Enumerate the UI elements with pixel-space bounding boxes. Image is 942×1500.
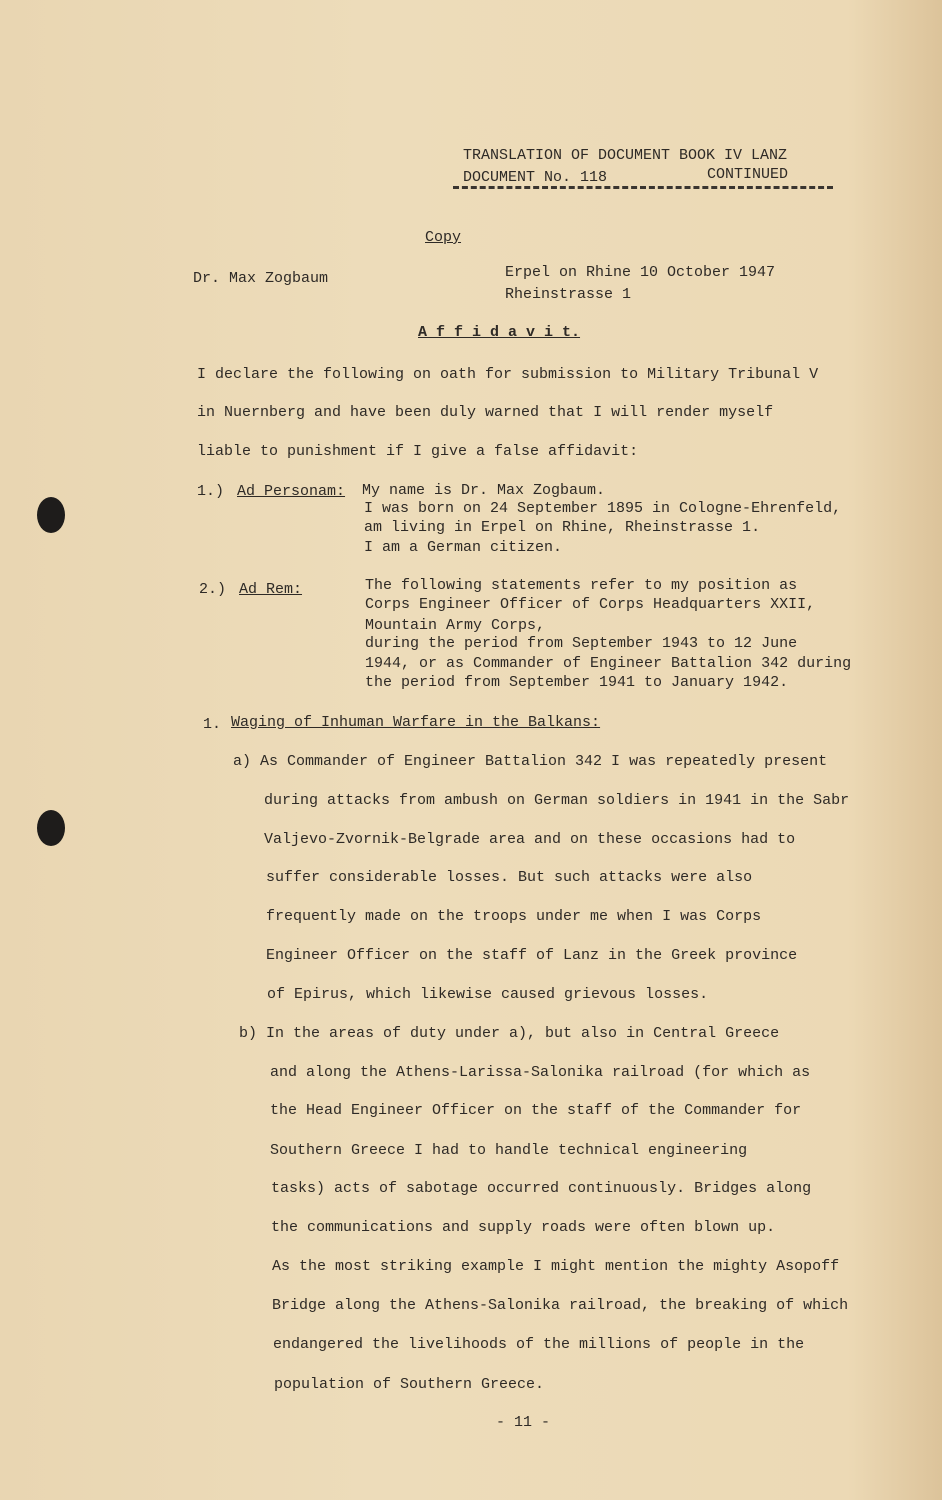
section-line: 1944, or as Commander of Engineer Battalion 342 during [365,655,852,672]
address: Rheinstrasse 1 [505,286,632,303]
header-doc-number: DOCUMENT No. 118 [463,169,608,186]
paragraph-line: of Epirus, which likewise caused grievous losses. [267,986,709,1003]
topic-number: 1. [203,716,222,733]
paragraph-line: population of Southern Greece. [274,1376,545,1393]
author: Dr. Max Zogbaum [193,270,329,287]
section-line: I was born on 24 September 1895 in Cologne-Ehrenfeld, [364,500,842,517]
paragraph-line: Southern Greece I had to handle technical engineering [270,1142,748,1159]
paragraph-line: endangered the livelihoods of the millions of people in the [273,1336,805,1353]
paragraph-line: Engineer Officer on the staff of Lanz in the Greek province [266,947,798,964]
paragraph-line: Bridge along the Athens-Salonika railroad, the breaking of which [272,1297,849,1314]
section-heading: Ad Rem: [239,581,303,598]
copy-label: Copy [425,229,462,246]
section-number: 2.) [199,581,227,598]
paragraph-line: tasks) acts of sabotage occurred continuously. Bridges along [271,1180,812,1197]
page-number: - 11 - [496,1414,551,1431]
section-line: during the period from September 1943 to 12 June [365,635,798,652]
paragraph-line: frequently made on the troops under me when I was Corps [266,908,762,925]
section-line: am living in Erpel on Rhine, Rheinstrasse 1. [364,519,761,536]
paragraph-line: the communications and supply roads were often blown up. [271,1219,776,1236]
section-heading: Ad Personam: [237,483,346,500]
paragraph-line: b) In the areas of duty under a), but also in Central Greece [239,1025,780,1042]
section-line: Corps Engineer Officer of Corps Headquarters XXII, [365,596,816,613]
section-line: I am a German citizen. [364,539,563,556]
paragraph-line: the Head Engineer Officer on the staff of the Commander for [270,1102,802,1119]
punch-hole [37,497,65,533]
document-title: A f f i d a v i t. [418,324,581,341]
paragraph-line: and along the Athens-Larissa-Salonika railroad (for which as [270,1064,811,1081]
section-line: My name is Dr. Max Zogbaum. [362,482,606,499]
paragraph-line: Valjevo-Zvornik-Belgrade area and on these occasions had to [264,831,796,848]
topic-heading: Waging of Inhuman Warfare in the Balkans: [231,714,601,731]
paragraph-line: suffer considerable losses. But such attacks were also [266,869,753,886]
header-divider [453,186,833,189]
header-continued: CONTINUED [707,166,789,183]
paragraph-line: during attacks from ambush on German soldiers in 1941 in the Sabr [264,792,850,809]
punch-hole [37,810,65,846]
paragraph-line: As the most striking example I might mention the mighty Asopoff [272,1258,840,1275]
section-line: the period from September 1941 to January 1942. [365,674,789,691]
paragraph-line: a) As Commander of Engineer Battalion 342 I was repeatedly present [233,753,828,770]
place-date: Erpel on Rhine 10 October 1947 [505,264,776,281]
section-line: The following statements refer to my position as [365,577,798,594]
intro-line: in Nuernberg and have been duly warned that I will render myself [197,404,774,421]
section-line: Mountain Army Corps, [365,617,546,634]
intro-line: liable to punishment if I give a false affidavit: [197,443,639,460]
section-number: 1.) [197,483,225,500]
header-line1: TRANSLATION OF DOCUMENT BOOK IV LANZ [463,147,788,164]
intro-line: I declare the following on oath for submission to Military Tribunal V [197,366,819,383]
